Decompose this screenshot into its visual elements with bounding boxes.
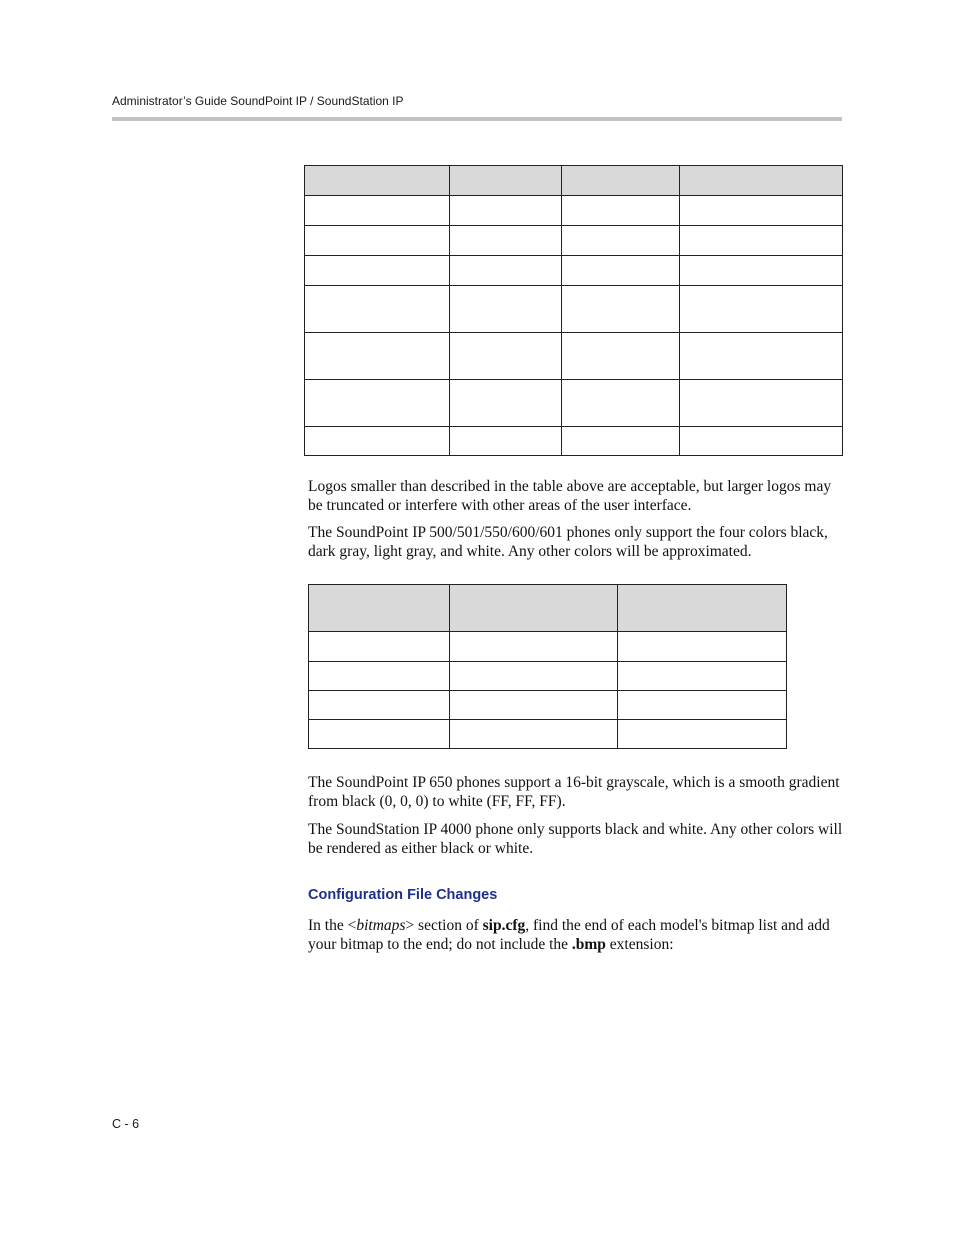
table-cell bbox=[450, 632, 618, 662]
table-cell bbox=[562, 427, 680, 456]
table-header-cell bbox=[450, 585, 618, 632]
table-row bbox=[309, 720, 787, 749]
table-cell bbox=[450, 662, 618, 691]
paragraph-four-colors: The SoundPoint IP 500/501/550/600/601 phones only support the four colors black, dark gray, light gray, and white. Any other colors will be approximated. bbox=[308, 524, 828, 560]
table-cell bbox=[309, 632, 450, 662]
table-cell bbox=[305, 333, 450, 380]
table-cell bbox=[562, 226, 680, 256]
text-run: > section of bbox=[405, 917, 483, 934]
text-run: In the < bbox=[308, 917, 357, 934]
running-header: Administrator’s Guide SoundPoint IP / SoundStation IP bbox=[112, 94, 404, 108]
paragraph-config-changes bbox=[308, 917, 848, 954]
table-cell bbox=[309, 662, 450, 691]
table-cell bbox=[305, 256, 450, 286]
table-cell bbox=[305, 380, 450, 427]
table-cell bbox=[680, 196, 843, 226]
table-cell bbox=[680, 286, 843, 333]
table-header-cell bbox=[305, 166, 450, 196]
file-extension-text: .bmp bbox=[571, 935, 606, 953]
table-cell bbox=[562, 380, 680, 427]
colors-table bbox=[308, 584, 787, 749]
table-cell bbox=[680, 380, 843, 427]
table-cell bbox=[450, 720, 618, 749]
table-cell bbox=[450, 427, 562, 456]
table-cell bbox=[450, 286, 562, 333]
header-rule bbox=[112, 117, 842, 121]
table-header-cell bbox=[450, 166, 562, 196]
table-row bbox=[305, 286, 843, 333]
table-cell bbox=[450, 226, 562, 256]
paragraph-ss4000: The SoundStation IP 4000 phone only supports black and white. Any other colors will be rendered as either black or white. bbox=[308, 821, 843, 857]
table-cell bbox=[450, 691, 618, 720]
table-cell bbox=[618, 632, 787, 662]
table-cell bbox=[309, 720, 450, 749]
table-header-cell bbox=[562, 166, 680, 196]
table-row bbox=[309, 662, 787, 691]
table-row bbox=[305, 333, 843, 380]
table-cell bbox=[305, 196, 450, 226]
table-header-cell bbox=[618, 585, 787, 632]
table-row bbox=[305, 256, 843, 286]
table-cell bbox=[450, 333, 562, 380]
table-cell bbox=[562, 333, 680, 380]
table-cell bbox=[309, 691, 450, 720]
table-cell bbox=[680, 256, 843, 286]
logo-dimensions-table bbox=[304, 165, 843, 456]
table-cell bbox=[305, 286, 450, 333]
section-heading: Configuration File Changes bbox=[308, 887, 498, 903]
table-row bbox=[305, 380, 843, 427]
table-cell bbox=[450, 196, 562, 226]
table-cell bbox=[562, 286, 680, 333]
table-row bbox=[305, 196, 843, 226]
bitmaps-tag-text: bitmaps bbox=[356, 917, 406, 934]
table-header-row bbox=[309, 585, 787, 632]
paragraph-logo-size: Logos smaller than described in the table above are acceptable, but larger logos may be truncated or interfere with other areas of the user interface. bbox=[308, 478, 832, 514]
table-cell bbox=[680, 427, 843, 456]
table-cell bbox=[305, 427, 450, 456]
page-number: C - 6 bbox=[112, 1117, 140, 1131]
table-cell bbox=[680, 226, 843, 256]
config-file-name: sip.cfg bbox=[482, 917, 526, 934]
table-cell bbox=[618, 720, 787, 749]
text-run: , find the end of each model's bitmap list and add your bitmap to the end; do not include the bbox=[308, 917, 830, 953]
table-row bbox=[309, 632, 787, 662]
table-cell bbox=[562, 256, 680, 286]
table-cell bbox=[562, 196, 680, 226]
table-row bbox=[309, 691, 787, 720]
table-cell bbox=[450, 380, 562, 427]
table-header-cell bbox=[309, 585, 450, 632]
table-cell bbox=[618, 691, 787, 720]
table-cell bbox=[680, 333, 843, 380]
table-header-row bbox=[305, 166, 843, 196]
table-row bbox=[305, 427, 843, 456]
table-cell bbox=[450, 256, 562, 286]
table-row bbox=[305, 226, 843, 256]
table-cell bbox=[305, 226, 450, 256]
table-header-cell bbox=[680, 166, 843, 196]
paragraph-grayscale-650: The SoundPoint IP 650 phones support a 16-bit grayscale, which is a smooth gradient from black (0, 0, 0) to white (FF, FF, FF). bbox=[308, 774, 840, 810]
text-run: extension: bbox=[605, 935, 674, 953]
table-cell bbox=[618, 662, 787, 691]
